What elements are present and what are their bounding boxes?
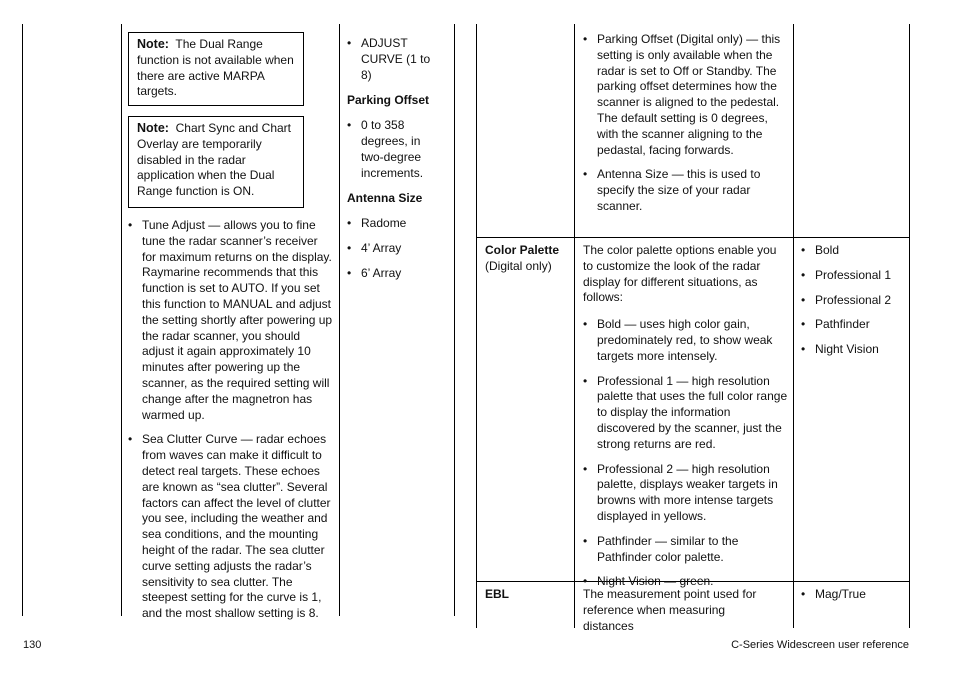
table-rule-mid1 bbox=[574, 24, 575, 628]
list-item: • Mag/True bbox=[801, 587, 905, 603]
column-rule-1 bbox=[121, 24, 122, 616]
list-item: • ADJUST CURVE (1 to 8) bbox=[347, 36, 437, 83]
list-item: • 6’ Array bbox=[347, 266, 437, 282]
antenna-size-heading: Antenna Size bbox=[347, 191, 423, 206]
list-item: • Professional 1 bbox=[801, 268, 905, 284]
table-row-0-description bbox=[583, 32, 785, 224]
antenna-size-options bbox=[347, 216, 437, 281]
setting-name-sub: (Digital only) bbox=[485, 258, 552, 273]
setting-name: Color Palette bbox=[485, 243, 560, 257]
table-rule-mid2 bbox=[793, 24, 794, 628]
list-item: • Night Vision — green. bbox=[583, 574, 789, 590]
table-row-2-description bbox=[583, 587, 779, 634]
list-item: • Radome bbox=[347, 216, 437, 232]
note-box-chart-sync bbox=[128, 116, 304, 208]
table-row-2-options bbox=[801, 587, 905, 612]
table-row-1-options bbox=[801, 243, 905, 367]
page-number: 130 bbox=[23, 639, 42, 651]
list-item: • Pathfinder — similar to the Pathfinder color palette. bbox=[583, 534, 789, 566]
list-item: • 4’ Array bbox=[347, 241, 437, 257]
note-text: The Dual Range function is not available when there are active MARPA targets. bbox=[137, 37, 294, 99]
list-item: • Professional 1 — high resolution palette that uses the full color range to display the information discovered by the scanner, just the strong returns are red. bbox=[583, 374, 789, 453]
list-item: • Bold — uses high color gain, predominately red, to show weak targets more intensely. bbox=[583, 317, 789, 364]
color-palette-options bbox=[801, 243, 905, 358]
color-palette-bullets bbox=[583, 317, 789, 590]
footer-title: C-Series Widescreen user reference bbox=[731, 639, 909, 651]
table-rule-right bbox=[909, 24, 910, 628]
list-item: • Bold bbox=[801, 243, 905, 259]
table-row-2-name bbox=[485, 587, 571, 603]
left-bullet-list bbox=[128, 218, 334, 622]
note-label: Note: bbox=[137, 121, 169, 135]
note-box-dual-range bbox=[128, 32, 304, 106]
list-item-tune-adjust: • Tune Adjust — allows you to fine tune the radar scanner’s receiver for maximum returns on the display. Raymarine recommends that this function is set to AUTO. If you set this function to MANUAL and adjust the setting shortly after powering up the radar scanner, you should adjust it again approximately 10 minutes after powering up the scanner, as the required setting will change after the magnetron has warmed up. bbox=[128, 218, 334, 423]
table-row-divider-1 bbox=[476, 237, 910, 238]
table-row-1-name bbox=[485, 243, 571, 275]
color-palette-intro: The color palette options enable you to customize the look of the radar display for different situations, as follows: bbox=[583, 243, 777, 305]
column-rule-2 bbox=[339, 24, 340, 616]
list-item: • Professional 2 bbox=[801, 293, 905, 309]
column-rule-3 bbox=[454, 24, 455, 616]
table-row-1-description bbox=[583, 243, 789, 599]
options-list-top bbox=[347, 36, 437, 83]
ebl-options bbox=[801, 587, 905, 603]
left-text-column bbox=[128, 218, 334, 631]
note-text: Chart Sync and Chart Overlay are temporarily disabled in the radar application when the Dual Range function is ON. bbox=[137, 121, 292, 199]
note-label: Note: bbox=[137, 37, 169, 51]
ebl-description: The measurement point used for reference when measuring distances bbox=[583, 587, 757, 633]
list-item-antenna-size: • Antenna Size — this is used to specify the size of your radar scanner. bbox=[583, 167, 785, 214]
list-item-parking-offset: • Parking Offset (Digital only) — this setting is only available when the radar is set to Off or Standby. The parking offset determines how the scanner is aligned to the pedestal. The default setting is 0 degrees, with the scanner aligning to the pedastal, facing forwards. bbox=[583, 32, 785, 158]
list-item: • Professional 2 — high resolution palette, displays weaker targets in browns with more intense targets displayed in yellows. bbox=[583, 462, 789, 525]
left-margin-rule bbox=[22, 24, 23, 616]
list-item-sea-clutter: • Sea Clutter Curve — radar echoes from waves can make it difficult to detect real targets. These echoes are known as “sea clutter”. Several factors can affect the level of clutter you see, including the weather and sea conditions, and the mounting height of the radar. The sea clutter curve setting adjusts the radar’s sensitivity to sea clutter. The steepest setting for the curve is 1, and the most shallow setting is 8. bbox=[128, 432, 334, 622]
parking-offset-heading: Parking Offset bbox=[347, 93, 430, 108]
parking-offset-options bbox=[347, 118, 437, 181]
table-rule-left bbox=[476, 24, 477, 628]
options-column bbox=[347, 36, 437, 291]
list-item: • Night Vision bbox=[801, 342, 905, 358]
row0-bullet-list bbox=[583, 32, 785, 215]
setting-name: EBL bbox=[485, 587, 509, 601]
list-item: • Pathfinder bbox=[801, 317, 905, 333]
list-item: • 0 to 358 degrees, in two-degree increments. bbox=[347, 118, 437, 181]
